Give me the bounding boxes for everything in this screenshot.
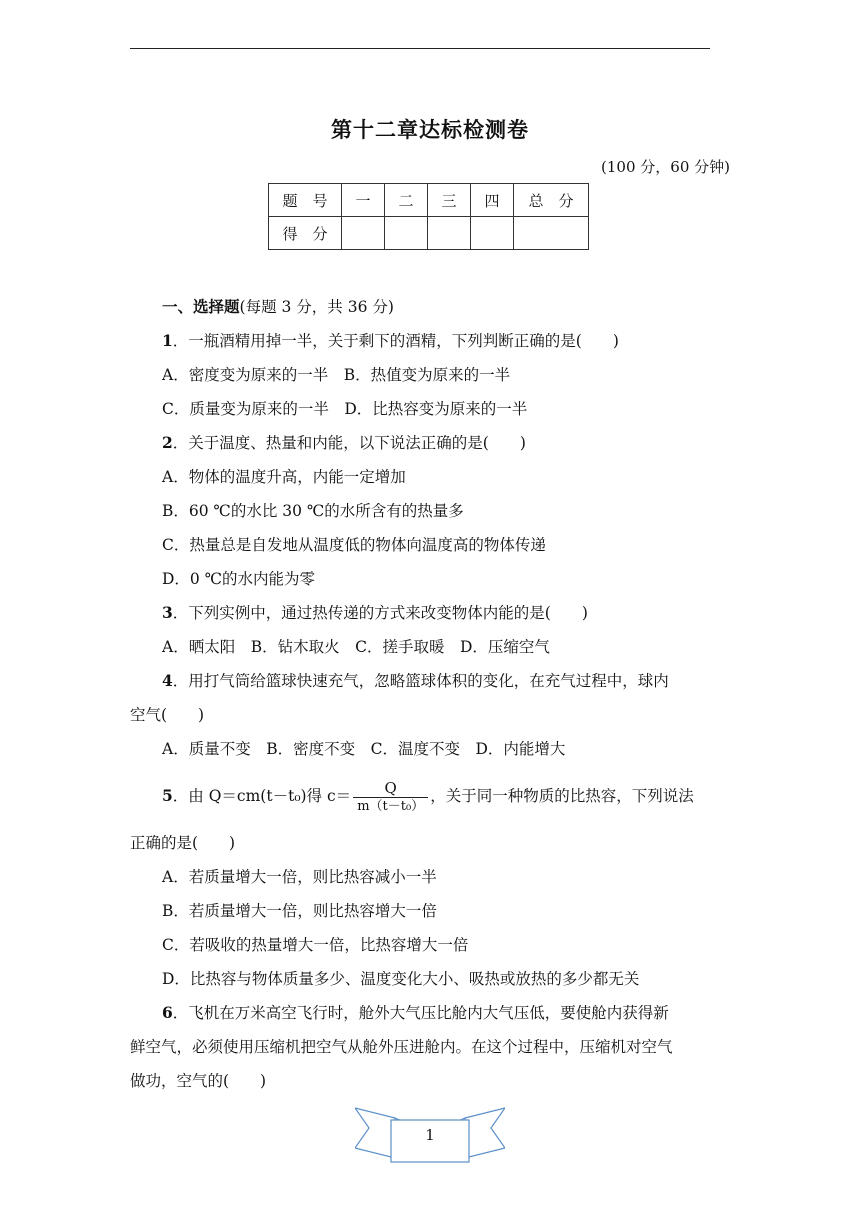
formula-fraction (353, 779, 428, 816)
score-table-score-row (269, 217, 589, 250)
score-time-note: (100 分，60 分钟) (601, 158, 730, 176)
score-header-2: 二 (385, 184, 428, 217)
score-row-label: 得 分 (269, 217, 342, 250)
score-table (268, 183, 589, 250)
question-5-stem-cont: 正确的是( ) (130, 834, 236, 852)
question-6-stem-cont: 鲜空气，必须使用压缩机把空气从舱外压进舱内。在这个过程中，压缩机对空气 (130, 1038, 673, 1056)
score-header-label: 题 号 (269, 184, 342, 217)
question-5-option-b: B．若质量增大一倍，则比热容增大一倍 (162, 902, 437, 920)
question-number: 3 (162, 603, 173, 622)
score-cell-2[interactable] (385, 217, 428, 250)
question-number: 1 (162, 331, 173, 350)
question-5-option-a: A．若质量增大一倍，则比热容减小一半 (162, 868, 437, 886)
question-number: 4 (162, 671, 173, 690)
question-6-stem-cont2: 做功，空气的( ) (130, 1072, 267, 1090)
header-rule (130, 48, 710, 49)
question-1-options-cd: C．质量变为原来的一半 D．比热容变为原来的一半 (162, 400, 528, 418)
score-cell-3[interactable] (428, 217, 471, 250)
question-4-stem: 4．用打气筒给篮球快速充气，忽略篮球体积的变化，在充气过程中，球内 (162, 671, 669, 690)
question-5-stem: 5．由 Q＝cm(t－t₀)得 c＝ $\frac{Q}{\text{m（t－t₀）}}$ ，关于同一种物质的比热容，下列说法 (162, 778, 694, 814)
section-title: 一、选择题 (162, 297, 240, 316)
question-5-option-c: C．若吸收的热量增大一倍，比热容增大一倍 (162, 936, 469, 954)
score-header-1: 一 (342, 184, 385, 217)
question-2-option-c: C．热量总是自发地从温度低的物体向温度高的物体传递 (162, 536, 546, 554)
question-1-stem: 1．一瓶酒精用掉一半，关于剩下的酒精，下列判断正确的是( ) (162, 331, 619, 350)
question-2-option-b: B．60 ℃的水比 30 ℃的水所含有的热量多 (162, 502, 464, 520)
question-3-options: A．晒太阳 B．钻木取火 C．搓手取暖 D．压缩空气 (162, 638, 550, 656)
page-footer (355, 1106, 505, 1166)
question-2-option-d: D．0 ℃的水内能为零 (162, 570, 316, 588)
section-heading (130, 290, 730, 324)
score-header-total: 总 分 (514, 184, 589, 217)
score-cell-1[interactable] (342, 217, 385, 250)
question-number: 5 (162, 786, 173, 805)
question-number: 2 (162, 433, 173, 452)
fraction-denominator: m（t－t₀） (357, 798, 425, 814)
exam-content (130, 290, 730, 1098)
page-number: 1 (425, 1126, 435, 1144)
score-cell-4[interactable] (471, 217, 514, 250)
question-2-stem: 2．关于温度、热量和内能，以下说法正确的是( ) (162, 433, 526, 452)
question-5-option-d: D．比热容与物体质量多少、温度变化大小、吸热或放热的多少都无关 (162, 970, 640, 988)
question-2-option-a: A．物体的温度升高，内能一定增加 (162, 468, 406, 486)
score-table-header-row (269, 184, 589, 217)
score-header-4: 四 (471, 184, 514, 217)
fraction-numerator: Q (353, 779, 428, 798)
section-note: (每题 3 分，共 36 分) (239, 298, 394, 316)
question-4-options: A．质量不变 B．密度不变 C．温度不变 D．内能增大 (162, 740, 566, 758)
question-1-options-ab: A．密度变为原来的一半 B．热值变为原来的一半 (162, 366, 511, 384)
question-6-stem: 6．飞机在万米高空飞行时，舱外大气压比舱内大气压低，要使舱内获得新 (162, 1003, 669, 1022)
score-cell-total[interactable] (514, 217, 589, 250)
question-3-stem: 3．下列实例中，通过热传递的方式来改变物体内能的是( ) (162, 603, 588, 622)
score-header-3: 三 (428, 184, 471, 217)
page-title: 第十二章达标检测卷 (331, 117, 529, 142)
question-number: 6 (162, 1003, 173, 1022)
question-4-stem-cont: 空气( ) (130, 706, 205, 724)
